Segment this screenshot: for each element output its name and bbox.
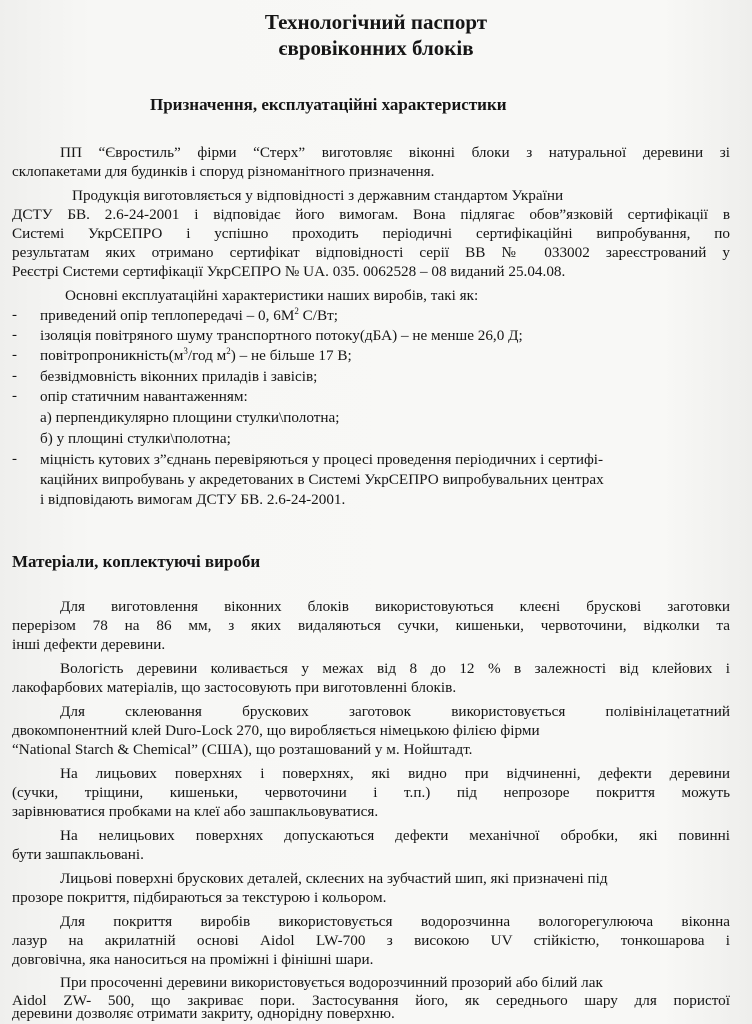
- materials-p6-line1: Лицьові поверхні брускових деталей, склеєних на зубчастий шип, які призначені під: [60, 870, 608, 887]
- materials-p3-line1: Для склеювання брускових заготовок використовується полівінілацетатний: [60, 703, 730, 720]
- materials-p7-line2: лазур на акрилатній основі Aidol LW-700 з високою UV стійкістю, тонкошарова і: [12, 932, 730, 949]
- materials-p2-line1: Вологість деревини коливається у межах від 8 до 12 % в залежності від клейових і: [60, 660, 730, 677]
- standard-line-2: ДСТУ БВ. 2.6-24-2001 і відповідає його вимогам. Вона підлягає обов”язковій сертифікації в: [12, 206, 730, 223]
- materials-p3-line2: двокомпонентний клей Duro-Lock 270, що виробляється німецькою філією фірми: [12, 722, 540, 739]
- materials-p4-line1: На лицьових поверхнях і поверхнях, які видно при відчиненні, дефекти деревини: [60, 765, 730, 782]
- item-static-load-a: а) перпендикулярно площини стулки\полотна;: [40, 409, 340, 426]
- materials-p6-line2: прозоре покриття, підбираються за текстурою і кольором.: [12, 889, 387, 906]
- standard-line-5: Реєстрі Системи сертифікації УкрСЕПРО № UA. 035. 0062528 – 08 виданий 25.04.08.: [12, 263, 566, 280]
- materials-p8-line2: Aidol ZW- 500, що закриває пори. Застосування його, як середнього шару для пористої: [12, 992, 730, 1009]
- section-heading-purpose: Призначення, експлуатаційні характеристики: [150, 95, 507, 114]
- document-title-line1: Технологічний паспорт: [264, 10, 488, 34]
- standard-line-4: результатам яких отримано сертифікат відповідності серії ВВ № 033002 зареєстрований у: [12, 244, 730, 261]
- intro-line-1: ПП “Євростиль” фірми “Стерх” виготовляє віконні блоки з натуральної деревини зі: [60, 144, 730, 161]
- standard-line-3: Системі УкрСЕПРО і успішно проходить періодичні сертифікаційні випробування, по: [12, 225, 730, 242]
- materials-p5-line2: бути зашпакльовані.: [12, 846, 144, 863]
- materials-p3-line3: “National Starch & Chemical” (США), що розташований у м. Нойштадт.: [12, 741, 473, 758]
- item-static-load-b: б) у площині стулки\полотна;: [40, 430, 231, 447]
- item-heat-resistance: приведений опір теплопередачі – 0, $6М^2$ С/Вт;: [40, 305, 338, 324]
- item-noise-insulation: ізоляція повітряного шуму транспортного потоку(дБА) – не менше 26,0 Д;: [40, 327, 523, 344]
- materials-p7-line3: довговічна, яка наноситься на проміжні і фінішні шари.: [12, 951, 374, 968]
- materials-p7-line1: Для покриття виробів використовується водорозчинна вологорегулююча віконна: [60, 913, 730, 930]
- standard-line-1: Продукція виготовляється у відповідності з державним стандартом України: [72, 187, 564, 204]
- bullet-dash: -: [12, 388, 17, 404]
- item-corner-strength-2: каційних випробувань у акредетованих в Системі УкрСЕПРО випробувальних центрах: [40, 471, 604, 488]
- section-heading-materials: Матеріали, коплектуючі вироби: [12, 552, 261, 571]
- item-corner-strength-3: і відповідають вимогам ДСТУ БВ. 2.6-24-2001.: [40, 491, 346, 508]
- document-title-line2: євровіконних блоків: [278, 36, 474, 60]
- characteristics-intro: Основні експлуатаційні характеристики наших виробів, такі як:: [65, 287, 479, 304]
- item-corner-strength-1: міцність кутових з”єднань перевіряються у процесі проведення періодичних і сертифі-: [40, 451, 604, 468]
- materials-p5-line1: На нелицьових поверхнях допускаються дефекти механічної обробки, які повинні: [60, 827, 730, 844]
- bullet-dash: -: [12, 327, 17, 343]
- materials-p1-line3: інші дефекти деревини.: [12, 636, 166, 653]
- bullet-dash: -: [12, 368, 17, 384]
- bullet-dash: -: [12, 451, 17, 467]
- materials-p8-line3: деревини дозволяє отримати закриту, однорідну поверхню.: [12, 1005, 395, 1022]
- materials-p2-line2: лакофарбових матеріалів, що застосовують при виготовленні блоків.: [12, 679, 457, 696]
- materials-p4-line3: зарівнюватися пробками на клеї або зашпакльовуватися.: [12, 803, 379, 820]
- bullet-dash: -: [12, 307, 17, 323]
- materials-p4-line2: (сучки, тріщини, кишеньки, червоточини і т.п.) під непрозоре покриття можуть: [12, 784, 730, 801]
- materials-p1-line1: Для виготовлення віконних блоків використовуються клеєні брускові заготовки: [60, 598, 730, 615]
- item-hardware-reliability: безвідмовність віконних приладів і завісів;: [40, 368, 318, 385]
- bullet-dash: -: [12, 347, 17, 363]
- materials-p8-line1: При просоченні деревини використовується водорозчинний прозорий або білий лак: [60, 974, 603, 991]
- item-static-load: опір статичним навантаженням:: [40, 388, 248, 405]
- materials-p1-line2: перерізом 78 на 86 мм, з яких видаляються сучки, кишеньки, червоточини, відколки та: [12, 617, 730, 634]
- intro-line-2: склопакетами для будинків і споруд різноманітного призначення.: [12, 163, 435, 180]
- item-air-permeability: $повітропроникність(м^3$/год $м^2$) – не більше 17 В;: [40, 345, 352, 364]
